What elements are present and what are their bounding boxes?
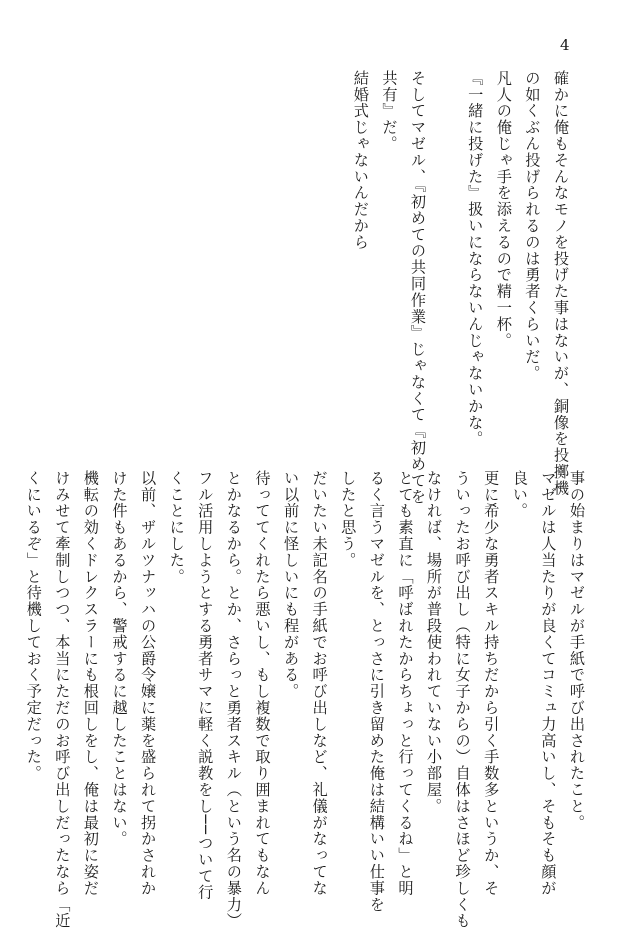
text-line: とかなるから。とか、さらっと勇者スキル（という名の暴力） (224, 470, 243, 929)
text-line: そしてマゼル、『初めての共同作業』じゃなくて『初めてを (409, 70, 428, 506)
text-line: 良い。 (510, 470, 529, 520)
text-line: 共有』だ。 (380, 70, 399, 152)
page-number: 4 (560, 36, 570, 54)
text-line: 結婚式じゃないんだから (351, 70, 370, 251)
text-line: 待っててくれたら悪いし、もし複数で取り囲まれてもなん (253, 470, 272, 897)
text-line: 更に希少な勇者スキル持ちだから引く手数多というか、そ (482, 470, 501, 897)
lower-text-block (24, 470, 591, 929)
blank-line (432, 70, 461, 450)
text-line: 凡人の俺じゃ手を添えるので精一杯。 (494, 70, 513, 349)
text-line: ういったお呼び出し（特に女子からの）自体はさほど珍しくも (453, 470, 472, 929)
text-line: けみせて牽制しつつ、本当にただのお呼び出しだったなら「近 (53, 470, 72, 929)
text-line: くことにした。 (167, 470, 186, 585)
text-line: い以前に怪しいにも程がある。 (282, 470, 301, 700)
text-line: 事の始まりはマゼルが手紙で呼び出されたこと。 (568, 470, 586, 831)
text-line: の如くぶん投げられるのは勇者くらいだ。 (523, 70, 542, 382)
text-line: 機転の効くドレクスラーにも根回しをし、俺は最初に姿だ (81, 470, 100, 897)
text-line: 確かに俺もそんなモノを投げた事はないが、銅像を投擲機 (552, 70, 570, 497)
text-line: なければ、場所が普段使われていない小部屋。 (425, 470, 444, 815)
text-line: るく言うマゼルを、とっさに引き留めた俺は結構いい仕事を (367, 470, 386, 913)
text-line: だいたい未記名の手紙でお呼び出しなど、礼儀がなってな (310, 470, 329, 897)
text-line: マゼルは人当たりが良くてコミュ力高いし、そもそも顔が (539, 470, 558, 897)
text-line: フル活用しようとする勇者サマに軽く説教をし──ついて行 (196, 470, 215, 901)
text-line: けた件もあるから、警戒するに越したことはない。 (110, 470, 129, 848)
text-line: 『一緒に投げた』扱いにならないんじゃないかな。 (466, 70, 485, 448)
text-line: したと思う。 (339, 470, 358, 569)
text-line: くにいるぞ」と待機しておく予定だった。 (24, 470, 43, 782)
text-line: とても素直に「呼ばれたからちょっと行ってくるね」と明 (396, 470, 415, 897)
text-line: 以前、ザルツナッハの公爵令嬢に薬を盛られて拐かされか (139, 470, 158, 897)
